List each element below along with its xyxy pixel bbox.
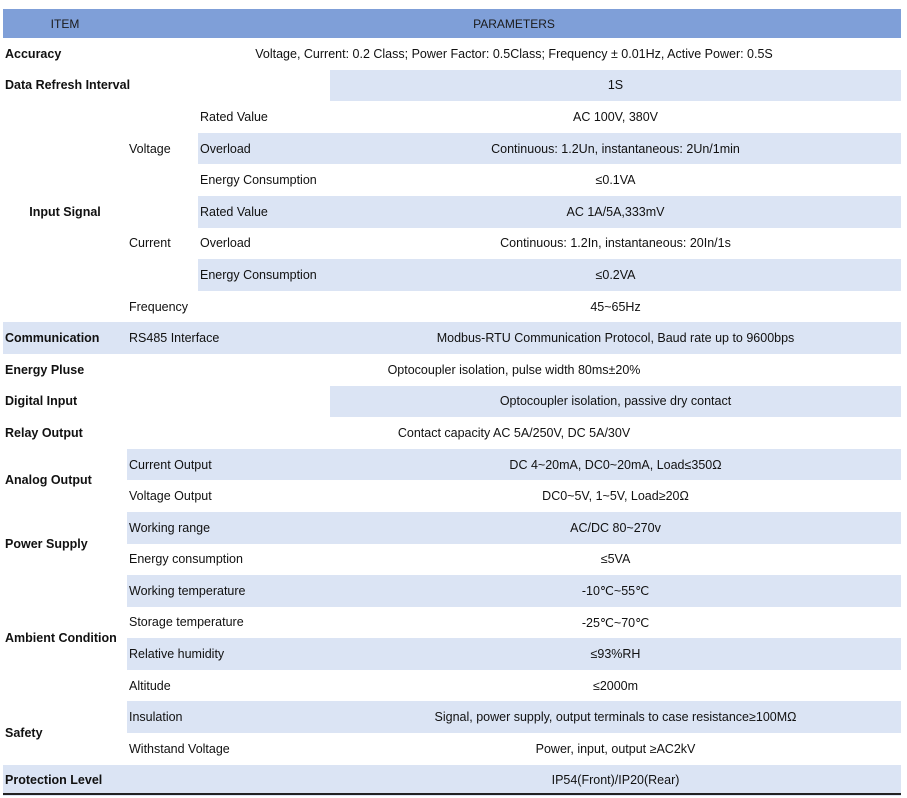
- value-working-temperature: -10℃~55℃: [330, 575, 901, 607]
- sub-altitude: Altitude: [129, 678, 171, 693]
- value-frequency: 45~65Hz: [590, 299, 641, 314]
- table-header-row: [3, 9, 901, 38]
- sub-relative-humidity: Relative humidity: [127, 638, 330, 670]
- item-communication: Communication: [3, 322, 127, 354]
- label-voltage-rated: Rated Value: [200, 109, 268, 124]
- table-row: [3, 480, 901, 512]
- sub-working-temperature: Working temperature: [127, 575, 330, 607]
- value-withstand-voltage: Power, input, output ≥AC2kV: [535, 741, 696, 756]
- value-current-energy: ≤0.2VA: [330, 259, 901, 291]
- table-row: [3, 765, 901, 797]
- value-protection-level: IP54(Front)/IP20(Rear): [330, 765, 901, 797]
- value-digital-input: Optocoupler isolation, passive dry contact: [330, 386, 901, 418]
- item-relay-output: Relay Output: [5, 425, 83, 440]
- item-ambient-condition: Ambient Condition: [5, 631, 117, 646]
- label-current-energy: Energy Consumption: [198, 259, 330, 291]
- value-energy-consumption: ≤5VA: [600, 552, 631, 567]
- table-row: [3, 101, 901, 133]
- table-row: [3, 575, 901, 607]
- table-row: [3, 196, 901, 228]
- value-storage-temperature: -25℃~70℃: [581, 615, 650, 630]
- value-voltage-overload: Continuous: 1.2Un, instantaneous: 2Un/1min: [330, 133, 901, 165]
- value-current-output: DC 4~20mA, DC0~20mA, Load≤350Ω: [330, 449, 901, 481]
- sub-current-output: Current Output: [127, 449, 330, 481]
- table-row: [3, 417, 901, 449]
- label-current-rated: Rated Value: [198, 196, 330, 228]
- item-digital-input: Digital Input: [5, 394, 78, 409]
- item-power-supply: Power Supply: [5, 536, 88, 551]
- label-voltage-overload: Overload: [198, 133, 330, 165]
- label-voltage-energy: Energy Consumption: [200, 173, 317, 188]
- value-altitude: ≤2000m: [592, 678, 639, 693]
- table-row: [3, 512, 901, 544]
- item-input-signal: Input Signal: [29, 204, 101, 219]
- value-data-refresh: 1S: [330, 70, 901, 102]
- spec-table: [3, 9, 901, 796]
- table-row: [3, 322, 901, 354]
- value-voltage-output: DC0~5V, 1~5V, Load≥20Ω: [542, 489, 689, 504]
- table-row: [3, 638, 901, 670]
- sub-insulation: Insulation: [127, 701, 330, 733]
- table-row: [3, 70, 901, 102]
- value-relative-humidity: ≤93%RH: [330, 638, 901, 670]
- table-row: [3, 354, 901, 386]
- sub-voltage-output: Voltage Output: [129, 489, 212, 504]
- sub-voltage: Voltage: [129, 141, 171, 156]
- table-row: [3, 386, 901, 418]
- value-current-rated: AC 1A/5A,333mV: [330, 196, 901, 228]
- value-energy-pulse: Optocoupler isolation, pulse width 80ms±20%: [387, 362, 641, 377]
- item-protection-level: Protection Level: [3, 765, 330, 797]
- table-row: [3, 701, 901, 733]
- table-row: [3, 38, 901, 70]
- table-bottom-rule: [3, 793, 901, 795]
- item-data-refresh: Data Refresh Interval: [5, 78, 131, 93]
- value-communication: Modbus-RTU Communication Protocol, Baud rate up to 9600bps: [330, 322, 901, 354]
- value-insulation: Signal, power supply, output terminals to case resistance≥100MΩ: [330, 701, 901, 733]
- table-row: [3, 449, 901, 481]
- header-parameters: PARAMETERS: [127, 9, 901, 38]
- sub-storage-temperature: Storage temperature: [129, 615, 244, 630]
- table-row: [3, 733, 901, 765]
- sub-working-range: Working range: [127, 512, 330, 544]
- item-energy-pulse: Energy Pluse: [5, 362, 85, 377]
- table-row: [3, 291, 901, 323]
- sub-withstand-voltage: Withstand Voltage: [129, 741, 230, 756]
- sub-current: Current: [129, 236, 171, 251]
- table-row: [3, 544, 901, 576]
- table-row: [3, 607, 901, 639]
- sub-energy-consumption: Energy consumption: [129, 552, 243, 567]
- value-relay-output: Contact capacity AC 5A/250V, DC 5A/30V: [397, 425, 631, 440]
- value-voltage-energy: ≤0.1VA: [595, 173, 636, 188]
- sub-rs485: RS485 Interface: [127, 322, 330, 354]
- value-voltage-rated: AC 100V, 380V: [572, 109, 659, 124]
- value-accuracy: Voltage, Current: 0.2 Class; Power Factor: 0.5Class; Frequency ± 0.01Hz, Active Power: 0.5S: [255, 46, 773, 61]
- sub-frequency: Frequency: [129, 299, 189, 314]
- value-current-overload: Continuous: 1.2In, instantaneous: 20In/1s: [500, 236, 731, 251]
- table-row: [3, 670, 901, 702]
- label-current-overload: Overload: [200, 236, 251, 251]
- header-item: ITEM: [3, 9, 127, 38]
- item-safety: Safety: [5, 726, 43, 741]
- item-analog-output: Analog Output: [5, 473, 92, 488]
- value-working-range: AC/DC 80~270v: [330, 512, 901, 544]
- item-accuracy: Accuracy: [5, 46, 62, 61]
